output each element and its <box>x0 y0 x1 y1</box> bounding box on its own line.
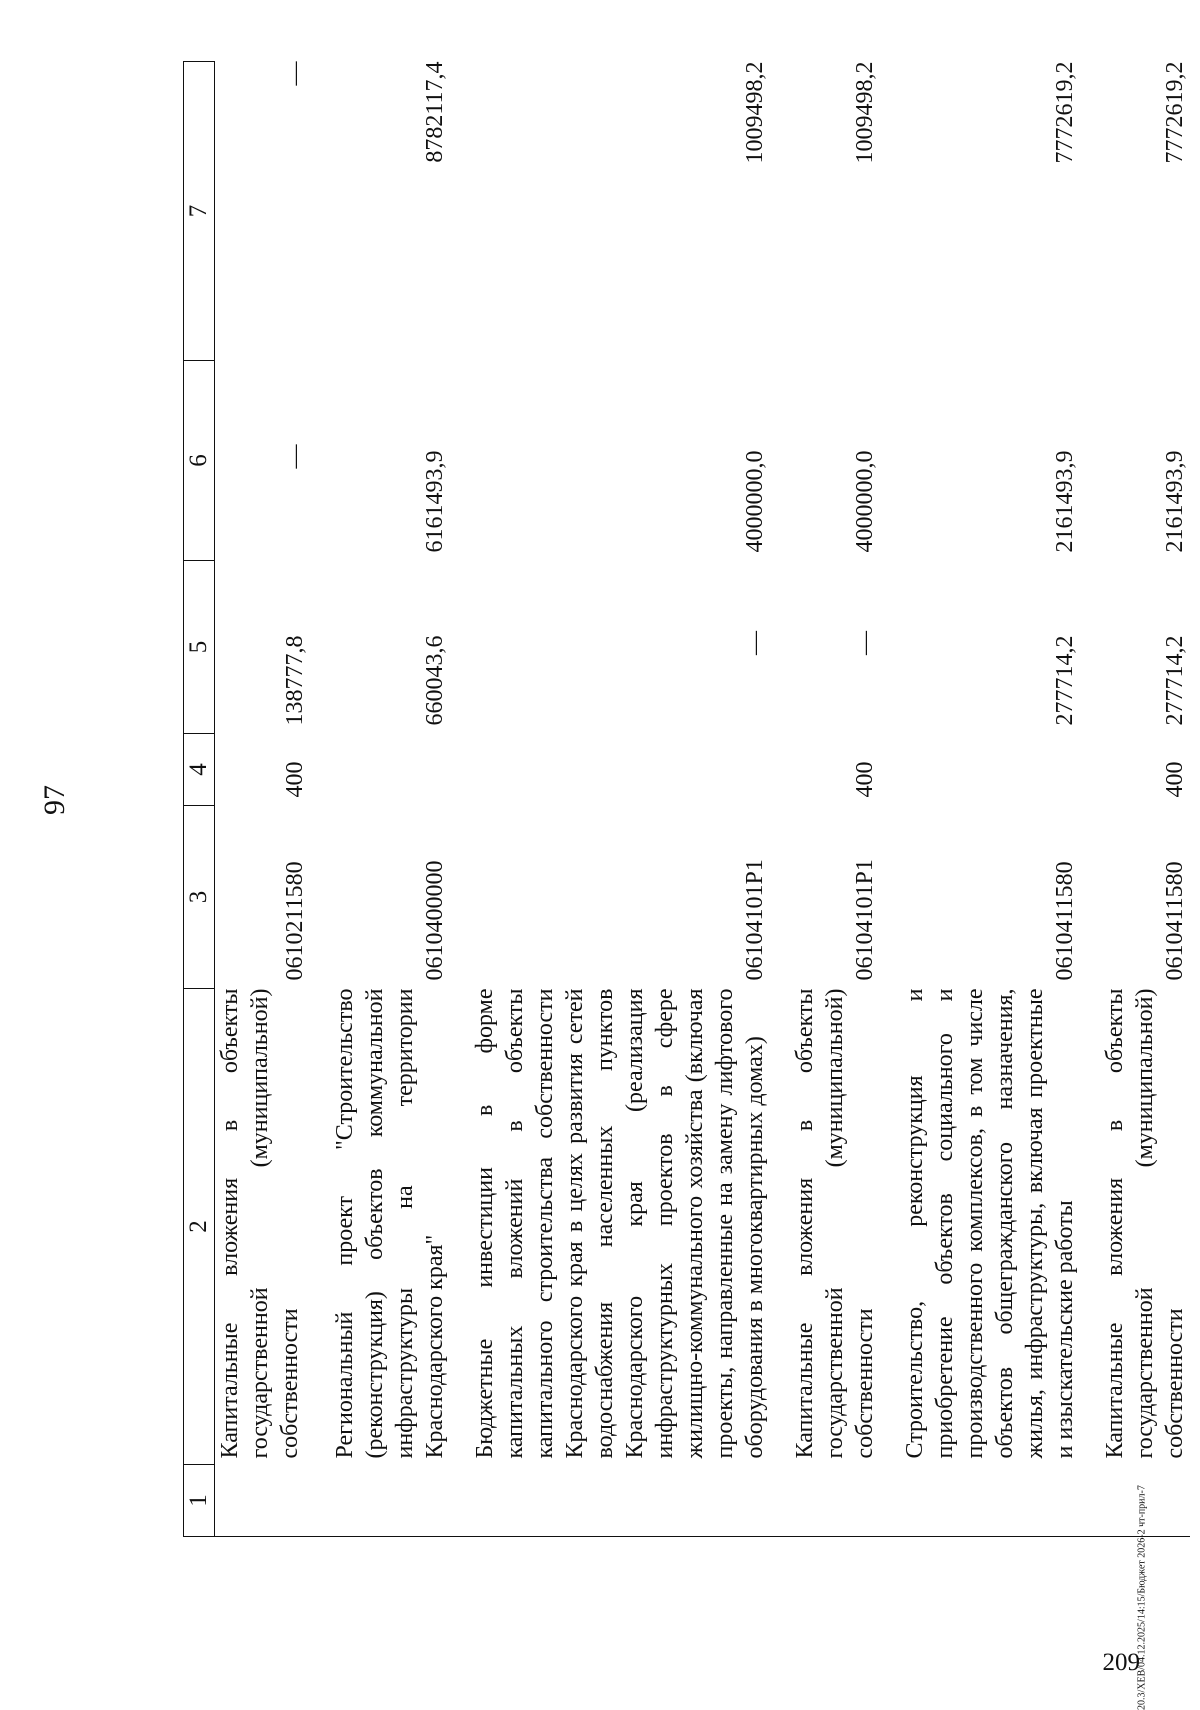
row-value-6: 2161493,9 <box>1051 450 1078 553</box>
document-reference: 20.3/ХЕВ/04.12.2025/14:15/Бюджет 2026-2 чт-прил-7 <box>1136 1485 1148 1710</box>
row-type <box>330 734 450 806</box>
row-value-7: 7772619,2 <box>1161 61 1188 164</box>
row-value-5: — <box>851 631 878 655</box>
row-description: Капитальные вложения в объекты государственной (муниципальной) собственности <box>791 988 878 1459</box>
header-col-4: 4 <box>184 734 215 806</box>
row-value-6: — <box>281 444 308 469</box>
row-type: 400 <box>281 761 308 798</box>
header-col-6: 6 <box>184 361 215 561</box>
header-col-2: 2 <box>184 989 215 1465</box>
row-value-7: 1009498,2 <box>741 61 768 164</box>
table-row <box>1100 62 1190 1537</box>
row-description: Капитальные вложения в объекты государственной (муниципальной) собственности <box>1101 988 1188 1459</box>
rotated-table-container <box>183 61 1188 1537</box>
row-value-6: 6161493,9 <box>421 450 448 553</box>
header-col-3: 3 <box>184 806 215 989</box>
table-row <box>790 62 880 1537</box>
row-code: 0610400000 <box>421 860 448 981</box>
row-value-5: 138777,8 <box>281 635 308 726</box>
row-value-7: 1009498,2 <box>851 61 878 164</box>
table-header-row <box>184 62 215 1537</box>
row-description: Строительство, реконструкция и приобретение объектов социального и производственного комплексов, в том числе объектов общегражданского назначения, жилья, инфраструктуры, включая проектные и изыскательские работы <box>901 988 1078 1459</box>
table-row <box>470 62 770 1537</box>
page-number: 97 <box>38 785 71 815</box>
sheet-number: 209 <box>1102 1649 1140 1676</box>
row-code: 0610411580 <box>1051 861 1078 981</box>
row-description: Капитальные вложения в объекты государственной (муниципальной) собственности <box>217 988 303 1459</box>
header-col-7: 7 <box>184 62 215 361</box>
header-col-1: 1 <box>184 1465 215 1537</box>
table-row <box>330 62 450 1537</box>
row-description: Бюджетные инвестиции в форме капитальных вложений в объекты капитального строительства собственности Краснодарского края в целях развития сетей водоснабжения населенных пунктов Краснодарского края (реализация инфраструктурных проектов в сфере жилищно-коммунального хозяйства (включая проекты, направленные на замену лифтового оборудования в многоквартирных домах) <box>471 988 768 1459</box>
row-type: 400 <box>1161 761 1188 798</box>
row-value-6: 4000000,0 <box>851 450 878 553</box>
row-code: 06104101Р1 <box>851 859 878 981</box>
row-code: 06104101Р1 <box>741 859 768 981</box>
row-type <box>470 734 770 806</box>
budget-table <box>183 61 1190 1537</box>
row-value-5: 660043,6 <box>421 635 448 726</box>
row-value-5: 277714,2 <box>1161 635 1188 726</box>
row-description: Региональный проект "Строительство (реконструкция) объектов коммунальной инфраструктуры на территории Краснодарского края" <box>331 988 448 1459</box>
row-type: 400 <box>851 761 878 798</box>
row-code: 0610211580 <box>281 861 308 981</box>
table-row <box>900 62 1080 1537</box>
row-code: 0610411580 <box>1161 861 1188 981</box>
row-value-6: 2161493,9 <box>1161 450 1188 553</box>
row-value-7: 7772619,2 <box>1051 61 1078 164</box>
row-type <box>900 734 1080 806</box>
table-row <box>215 62 310 1537</box>
row-value-5: — <box>741 631 768 655</box>
row-value-5: 277714,2 <box>1051 635 1078 726</box>
row-value-7: — <box>281 61 308 86</box>
header-col-5: 5 <box>184 561 215 734</box>
row-value-7: 8782117,4 <box>421 61 448 163</box>
row-value-6: 4000000,0 <box>741 450 768 553</box>
